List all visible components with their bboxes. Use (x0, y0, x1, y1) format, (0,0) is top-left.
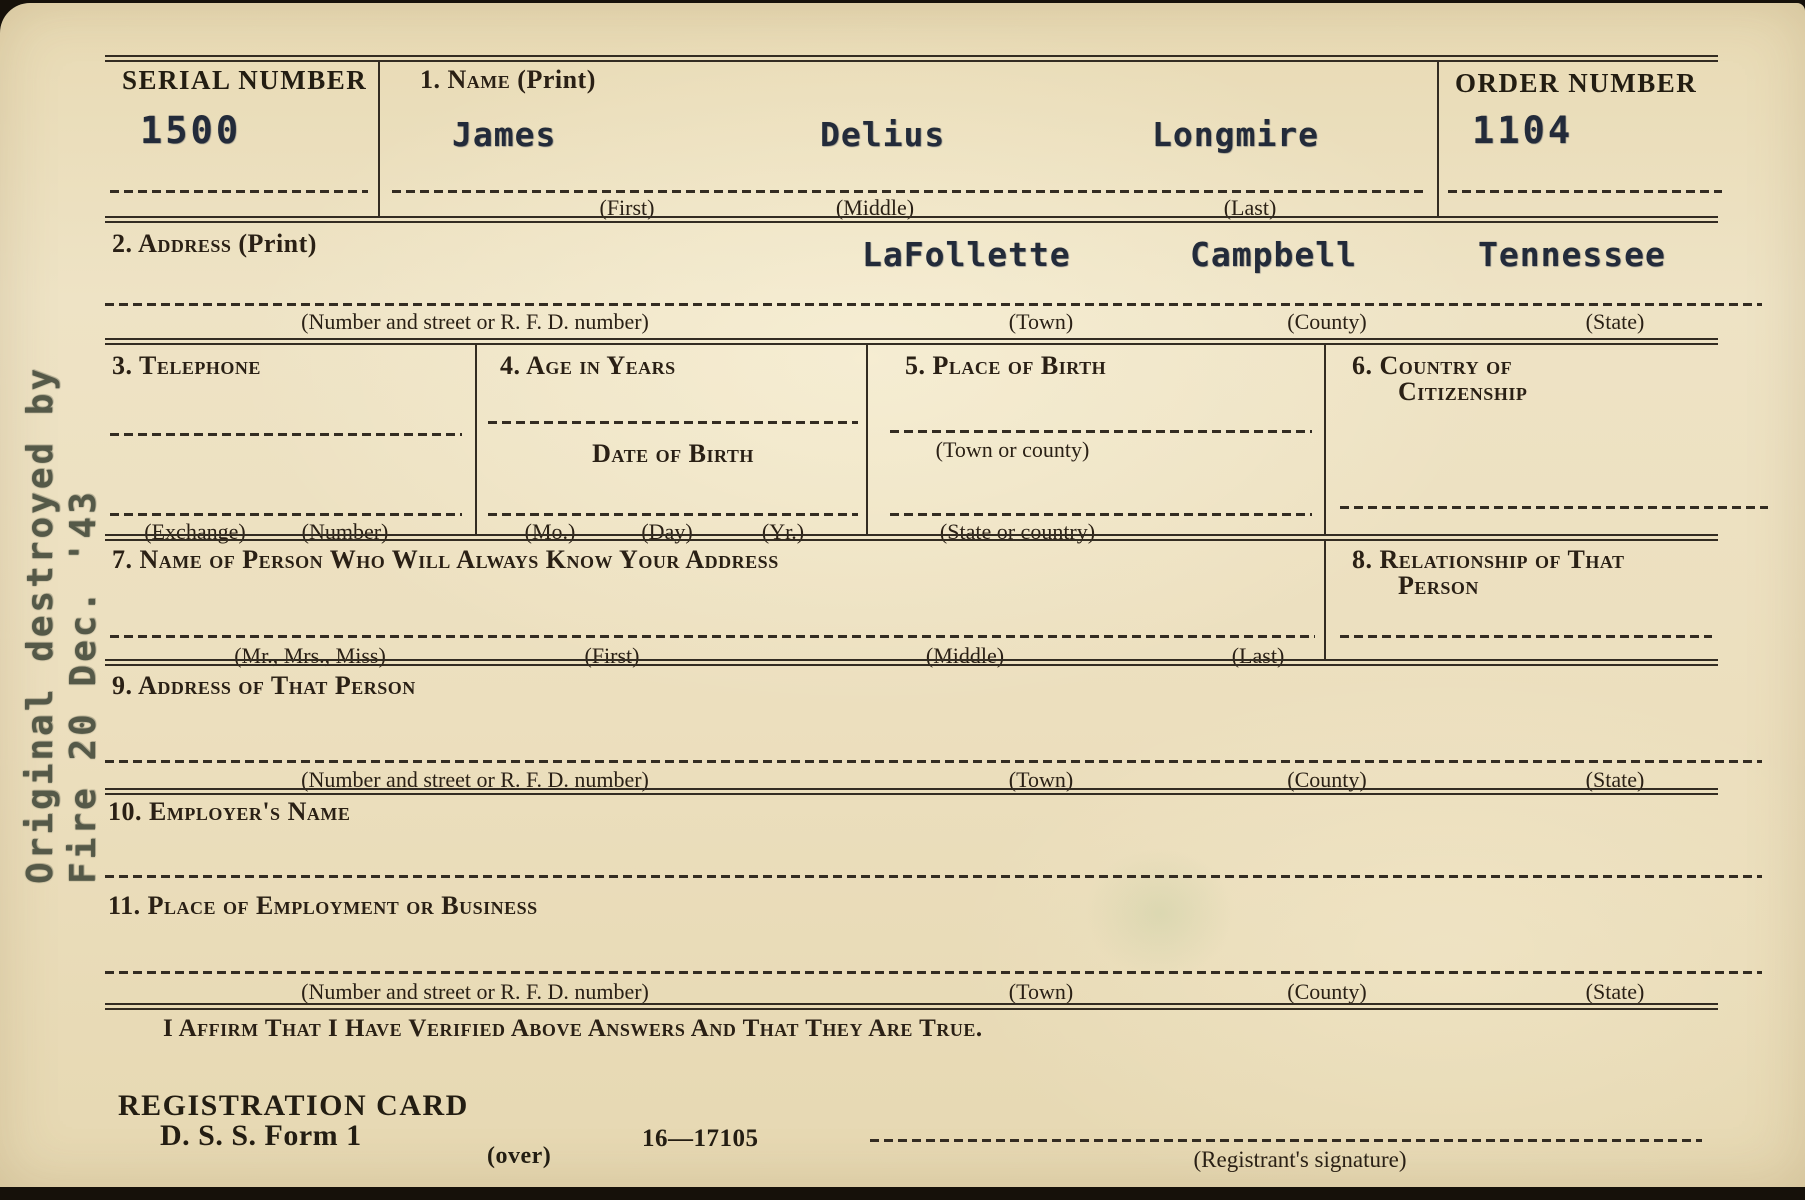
typed-address-county: Campbell (1190, 235, 1357, 274)
name-section-label: 1. Name (420, 65, 511, 94)
divider-tel-age (475, 345, 477, 535)
employment-sub-county: (County) (1287, 979, 1367, 1004)
rule-row2-bottom (105, 338, 1718, 345)
telephone-label: 3. Telephone (112, 351, 261, 380)
name-sub-first: (First) (599, 195, 655, 220)
paper-stain (1085, 848, 1235, 978)
contact-address-fill-line (105, 760, 1762, 763)
address-fill-line (105, 303, 1762, 306)
divider-name-order (1437, 62, 1439, 218)
contact-address-sub-street: (Number and street or R. F. D. number) (301, 767, 649, 792)
contact-sub-title: (Mr., Mrs., Miss) (234, 643, 386, 668)
telephone-fill-line-2 (110, 513, 462, 516)
footer-title: REGISTRATION CARD (118, 1089, 469, 1122)
footer-over-note: (over) (487, 1143, 552, 1169)
age-label: 4. Age in Years (500, 351, 676, 380)
divider-birth-citizenship (1324, 345, 1326, 535)
footer-form-number: D. S. S. Form 1 (160, 1119, 362, 1152)
address-section-label: 2. Address (112, 229, 232, 258)
employer-fill-line (105, 875, 1762, 878)
name-sub-last: (Last) (1223, 195, 1277, 220)
telephone-sub-number: (Number) (301, 519, 389, 544)
contact-name-label: 7. Name of Person Who Will Always Know Your Address (112, 545, 779, 574)
contact-address-sub-town: (Town) (1008, 767, 1074, 792)
signature-sub-label: (Registrant's signature) (1193, 1147, 1407, 1172)
employment-sub-town: (Town) (1008, 979, 1074, 1004)
typed-middle-name: Delius (820, 115, 946, 154)
affirmation-text: I Affirm That I Have Verified Above Answers And That They Are True. (163, 1015, 983, 1042)
typed-last-name: Longmire (1152, 115, 1319, 154)
address-sub-town: (Town) (1008, 309, 1074, 334)
age-fill-line (488, 421, 858, 424)
employment-sub-street: (Number and street or R. F. D. number) (301, 979, 649, 1004)
order-number-value: 1104 (1472, 109, 1574, 152)
employment-place-label: 11. Place of Employment or Business (108, 891, 538, 920)
rule-top (105, 55, 1718, 62)
serial-fill-line (110, 190, 368, 193)
footer-print-code: 16—17105 (642, 1125, 759, 1152)
date-of-birth-label: Date of Birth (592, 439, 754, 468)
contact-fill-line (110, 635, 1315, 638)
typed-address-town: LaFollette (862, 235, 1071, 274)
birth-place-label: 5. Place of Birth (905, 351, 1107, 380)
rule-row3-bottom (105, 534, 1718, 541)
rule-row7-bottom (105, 659, 1718, 666)
address-sub-state: (State) (1585, 309, 1645, 334)
birth-fill-line (890, 430, 1312, 433)
address-sub-street: (Number and street or R. F. D. number) (301, 309, 649, 334)
order-number-label: ORDER NUMBER (1455, 68, 1698, 98)
birth-fill-line-2 (890, 513, 1312, 516)
dob-sub-month: (Mo.) (524, 519, 576, 544)
contact-address-sub-county: (County) (1287, 767, 1367, 792)
address-sub-county: (County) (1287, 309, 1367, 334)
relationship-label-line1: 8. Relationship of That (1352, 545, 1625, 574)
contact-address-label: 9. Address of That Person (112, 671, 416, 700)
address-section-label-suffix: (Print) (238, 229, 317, 258)
signature-line (870, 1139, 1702, 1142)
contact-sub-last: (Last) (1231, 643, 1285, 668)
birth-sub-state: (State or country) (939, 519, 1096, 544)
rule-row1-bottom (105, 216, 1718, 223)
stamp-line-1: Original destroyed by (20, 365, 61, 884)
employment-sub-state: (State) (1585, 979, 1645, 1004)
rule-row11-bottom (105, 1003, 1718, 1010)
dob-fill-line (488, 513, 858, 516)
citizenship-label-line2: Citizenship (1398, 377, 1528, 406)
relationship-fill-line (1340, 635, 1712, 638)
citizenship-fill-line (1340, 506, 1768, 509)
stamp-line-2: Fire 20 Dec. '43 (63, 489, 104, 884)
name-fill-line (392, 190, 1428, 193)
rule-row9-bottom (105, 788, 1718, 795)
contact-sub-middle: (Middle) (925, 643, 1005, 668)
telephone-sub-exchange: (Exchange) (144, 519, 246, 544)
serial-number-value: 1500 (140, 109, 242, 152)
employment-fill-line (105, 971, 1762, 974)
dob-sub-year: (Yr.) (761, 519, 805, 544)
divider-serial-name (378, 62, 380, 218)
card-paper (0, 3, 1805, 1187)
typed-first-name: James (452, 115, 557, 154)
contact-sub-first: (First) (584, 643, 640, 668)
name-sub-middle: (Middle) (835, 195, 915, 220)
contact-address-sub-state: (State) (1585, 767, 1645, 792)
serial-number-label: SERIAL NUMBER (122, 65, 368, 95)
birth-sub-town: (Town or county) (935, 437, 1090, 462)
divider-age-birth (866, 345, 868, 535)
citizenship-label-line1: 6. Country of (1352, 351, 1513, 380)
destroyed-stamp (19, 284, 105, 884)
relationship-label-line2: Person (1398, 571, 1479, 600)
typed-address-state: Tennessee (1478, 235, 1666, 274)
dob-sub-day: (Day) (641, 519, 693, 544)
employer-label: 10. Employer's Name (108, 797, 351, 826)
order-fill-line (1448, 190, 1722, 193)
name-section-label-suffix: (Print) (517, 65, 596, 94)
telephone-fill-line (110, 433, 462, 436)
